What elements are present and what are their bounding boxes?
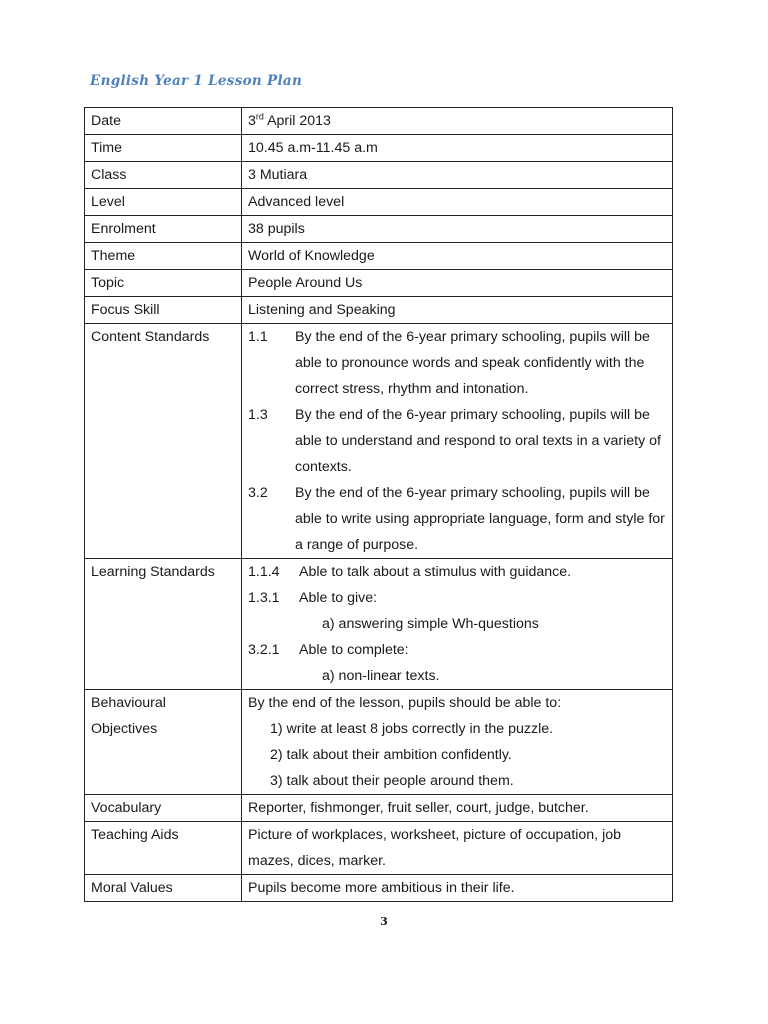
row-topic [85, 270, 673, 297]
class-label: Class [85, 162, 242, 189]
vocabulary-label: Vocabulary [85, 795, 242, 822]
lesson-plan-table [84, 107, 673, 902]
content-standard-item: 1.1 By the end of the 6-year primary schooling, pupils will be able to pronounce words and speak confidently with the correct stress, rhythm and intonation. [248, 329, 650, 397]
row-moral-values [85, 875, 673, 902]
level-label: Level [85, 189, 242, 216]
date-label: Date [85, 108, 242, 135]
content-standard-item: 3.2 By the end of the 6-year primary schooling, pupils will be able to write using appropriate language, form and style for a range of purpose. [248, 485, 665, 553]
focus-skill-value: Listening and Speaking [242, 297, 673, 324]
enrolment-value: 38 pupils [242, 216, 673, 243]
row-content-standards [85, 324, 673, 559]
content-standards-label: Content Standards [85, 324, 242, 559]
content-standard-item: 1.3 By the end of the 6-year primary schooling, pupils will be able to understand and respond to oral texts in a variety of contexts. [248, 407, 661, 475]
row-focus-skill [85, 297, 673, 324]
learning-standard-item: 1.3.1 Able to give: [248, 590, 378, 606]
level-value: Advanced level [242, 189, 673, 216]
learning-standards-label: Learning Standards [85, 559, 242, 690]
focus-skill-label: Focus Skill [85, 297, 242, 324]
date-value: 3rd April 2013 [242, 108, 673, 135]
row-time [85, 135, 673, 162]
teaching-aids-label: Teaching Aids [85, 822, 242, 875]
learning-standard-sub: a) answering simple Wh-questions [322, 616, 539, 632]
learning-standards-value [242, 559, 673, 690]
learning-standard-item: 1.1.4 Able to talk about a stimulus with guidance. [248, 564, 572, 580]
theme-label: Theme [85, 243, 242, 270]
time-value: 10.45 a.m-11.45 a.m [242, 135, 673, 162]
objective-item: 2) talk about their ambition confidently. [270, 747, 512, 763]
learning-standard-sub: a) non-linear texts. [322, 668, 440, 684]
row-teaching-aids [85, 822, 673, 875]
row-behavioural-objectives [85, 690, 673, 795]
class-value: 3 Mutiara [242, 162, 673, 189]
learning-standard-item: 3.2.1 Able to complete: [248, 642, 409, 658]
row-vocabulary [85, 795, 673, 822]
behavioural-objectives-value [242, 690, 673, 795]
page-number: 3 [380, 915, 388, 928]
row-class [85, 162, 673, 189]
topic-label: Topic [85, 270, 242, 297]
moral-values-label: Moral Values [85, 875, 242, 902]
time-label: Time [85, 135, 242, 162]
enrolment-label: Enrolment [85, 216, 242, 243]
theme-value: World of Knowledge [242, 243, 673, 270]
row-theme [85, 243, 673, 270]
vocabulary-value: Reporter, fishmonger, fruit seller, court, judge, butcher. [242, 795, 673, 822]
row-enrolment [85, 216, 673, 243]
objective-item: 1) write at least 8 jobs correctly in the puzzle. [270, 721, 554, 737]
objectives-intro: By the end of the lesson, pupils should be able to: [248, 695, 562, 711]
content-standards-value [242, 324, 673, 559]
topic-value: People Around Us [242, 270, 673, 297]
moral-values-value: Pupils become more ambitious in their life. [242, 875, 673, 902]
row-level [85, 189, 673, 216]
document-title: English Year 1 Lesson Plan [90, 73, 303, 89]
behavioural-objectives-label: Behavioural Objectives [85, 690, 242, 795]
row-date [85, 108, 673, 135]
row-learning-standards [85, 559, 673, 690]
objective-item: 3) talk about their people around them. [270, 773, 514, 789]
teaching-aids-value: Picture of workplaces, worksheet, picture of occupation, job mazes, dices, marker. [242, 822, 673, 875]
